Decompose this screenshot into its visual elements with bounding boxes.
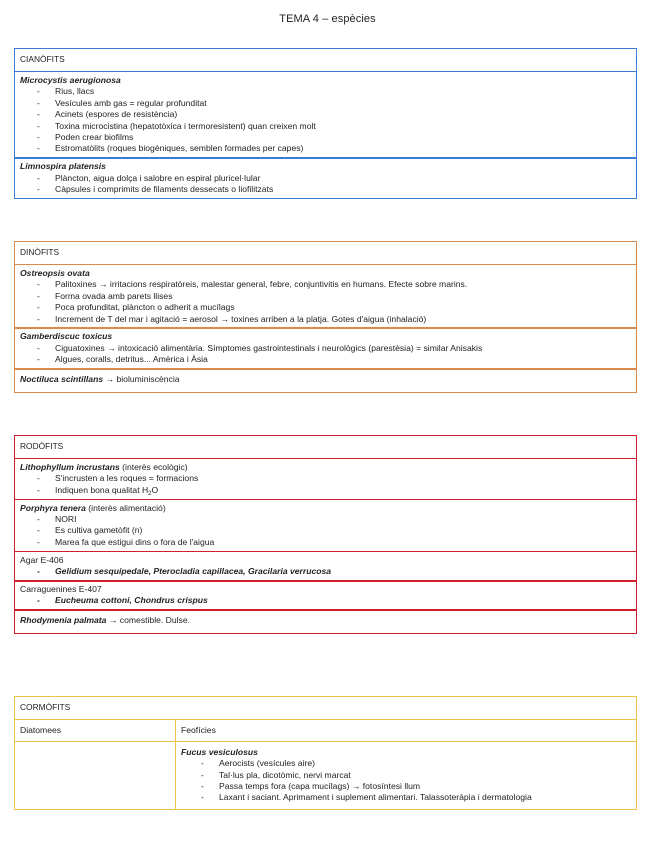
additive-label: Agar E-406: [20, 554, 64, 565]
dinofits-heading: DINÒFITS: [14, 241, 637, 265]
list-item: - Gelidium sesquipedale, Pterocladia capillacea, Gracilaria verrucosa: [20, 566, 631, 577]
species-note: (interès alimentació): [85, 502, 166, 513]
list-item: - Ciguatoxines → intoxicació alimentària. Símptomes gastrointestinals i neurològics (parestèsia) = similar Anisakis: [20, 343, 631, 354]
species-name: Ostreopsis ovata: [20, 267, 90, 278]
species-name: Microcystis aerugionosa: [20, 74, 121, 85]
microcystis-entry: [14, 71, 637, 159]
item-text: Indiquen bona qualitat H: [55, 484, 149, 495]
list-item: - Increment de T del mar i agitació = aerosol → toxines arriben a la platja. Gotes d'aigua (inhalació): [20, 314, 631, 325]
list-item: - Poca profunditat, plàncton o adherit a mucílags: [20, 302, 631, 313]
cormofits-content-row: [14, 741, 637, 810]
fucus-list: [181, 758, 631, 804]
subscript: 2: [148, 490, 152, 497]
list-item: - Es cultiva gametòfit (n): [20, 525, 631, 536]
list-item: - Aerocists (vesícules aire): [181, 758, 631, 769]
list-item: - Vesícules amb gas = regular profunditat: [20, 98, 631, 109]
list-item: - Estromatòlits (roques biogèniques, semblen formades per capes): [20, 143, 631, 154]
cianofits-section: [14, 48, 637, 199]
species-name: Fucus vesiculosus: [181, 746, 258, 757]
noctiluca-entry: [14, 368, 637, 392]
limnospira-entry: [14, 157, 637, 199]
list-item: - Forma ovada amb parets llises: [20, 291, 631, 302]
item-text: O: [151, 484, 159, 495]
list-item: - Eucheuma cottoni, Chondrus crispus: [20, 595, 631, 606]
page-title: TEMA 4 – espècies: [279, 13, 376, 25]
species-name: Noctiluca scintillans: [20, 374, 104, 385]
list-item: - Toxina microcistina (hepatotòxica i termoresistent) quan creixen molt: [20, 121, 631, 132]
list-item: - Tal·lus pla, dicotòmic, nervi marcat: [181, 770, 631, 781]
cormofits-heading: CORMÒFITS: [14, 696, 637, 720]
list-item: - Acinets (espores de resistència): [20, 109, 631, 120]
list-item: - Passa temps fora (capa mucílags) → fotosíntesi llum: [181, 781, 631, 792]
list-item: - Rius, llacs: [20, 86, 631, 97]
species-name: Gamberdiscuc toxicus: [20, 331, 113, 342]
column-header-feoficies: Feofícies: [181, 724, 216, 735]
ostreopsis-entry: [14, 264, 637, 329]
species-name: Limnospira platensis: [20, 161, 106, 172]
species-note: → bioluminiscència: [103, 374, 180, 385]
column-header-diatomees: Diatomees: [15, 720, 176, 741]
list-item: - Laxant i saciant. Aprimament i suplement alimentari. Talassoteràpia i dermatologia: [181, 792, 631, 803]
list-item: - S'incrusten a les roques = formacions: [20, 473, 631, 484]
species-name: Porphyra tenera: [20, 502, 86, 513]
dinofits-section: [14, 241, 637, 393]
cianofits-heading: CIANÒFITS: [14, 48, 637, 72]
fucus-entry: [176, 742, 636, 809]
cormofits-columns-row: [14, 719, 637, 742]
list-item: - Poden crear biofilms: [20, 132, 631, 143]
carraguenines-entry: [14, 580, 637, 611]
gamberdiscuc-list: [20, 343, 631, 366]
rodofits-section: [14, 435, 637, 634]
list-item: - Algues, coralls, detritus... Amèrica i Àsia: [20, 354, 631, 365]
species-note: → comestible. Dulse.: [106, 615, 191, 626]
ostreopsis-list: [20, 279, 631, 325]
species-note: (interès ecològic): [119, 461, 188, 472]
microcystis-list: [20, 86, 631, 154]
list-item: - NORI: [20, 514, 631, 525]
list-item: - Plàncton, aigua dolça i salobre en espiral pluricel·lular: [20, 173, 631, 184]
cormofits-section: [14, 696, 637, 810]
list-item: - Palitoxines → irritacions respiratòreis, malestar general, febre, conjuntivitis en humans. Efecte sobre marins.: [20, 279, 631, 290]
diatomees-cell: [15, 742, 176, 809]
list-item: - Càpsules i comprimits de filaments dessecats o liofilitzats: [20, 184, 631, 195]
species-name: Lithophyllum incrustans: [20, 461, 120, 472]
species-name: Rhodymenia palmata: [20, 615, 107, 626]
carraguenines-list: [20, 595, 631, 606]
gamberdiscuc-entry: [14, 327, 637, 369]
rhodymenia-entry: [14, 609, 637, 633]
list-item: [20, 485, 631, 496]
rodofits-heading: RODÒFITS: [14, 435, 637, 459]
lithophyllum-entry: [14, 458, 637, 500]
porphyra-list: [20, 514, 631, 548]
lithophyllum-list: [20, 473, 631, 496]
list-item: - Marea fa que estigui dins o fora de l'aigua: [20, 537, 631, 548]
agar-entry: [14, 551, 637, 582]
additive-label: Carraguenines E-407: [20, 584, 102, 595]
limnospira-list: [20, 173, 631, 196]
porphyra-entry: [14, 499, 637, 553]
agar-list: [20, 566, 631, 577]
